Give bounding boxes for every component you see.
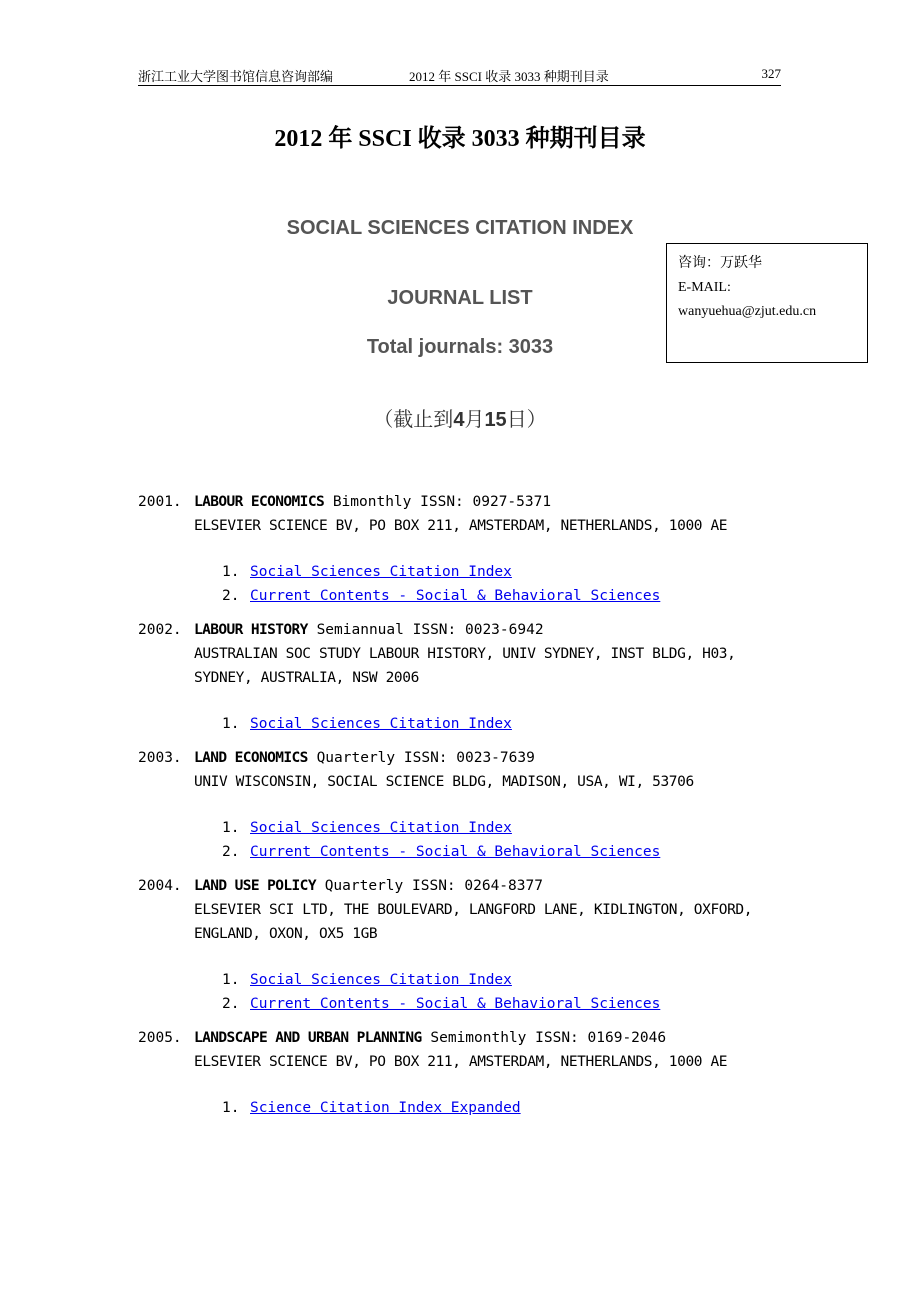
index-list-item	[222, 968, 798, 992]
journal-entry	[138, 1026, 798, 1120]
journal-frequency: Quarterly	[324, 878, 404, 894]
index-link[interactable]: Current Contents - Social & Behavioral Sciences	[250, 588, 661, 604]
index-name: SOCIAL SCIENCES CITATION INDEX	[286, 217, 634, 239]
journal-issn: ISSN: 0264-8377	[412, 878, 543, 894]
journal-frequency: Bimonthly	[332, 494, 412, 510]
entry-number: 2002.	[138, 622, 182, 638]
journal-title: LAND USE POLICY	[194, 878, 316, 894]
index-list-item	[222, 584, 798, 608]
date-month: 4	[453, 409, 465, 431]
journal-heading	[138, 746, 798, 770]
publisher-address: ENGLAND, OXON, OX5 1GB	[194, 926, 378, 942]
index-list-item	[222, 712, 798, 736]
index-list	[138, 816, 798, 864]
index-list-item	[222, 816, 798, 840]
index-link[interactable]: Social Sciences Citation Index	[250, 820, 512, 836]
journal-entry	[138, 490, 798, 608]
index-number: 1.	[222, 1100, 240, 1116]
publisher-address: AUSTRALIAN SOC STUDY LABOUR HISTORY, UNIV SYDNEY, INST BLDG, H03,	[194, 646, 736, 662]
index-list	[138, 968, 798, 1016]
date-prefix: （截止到	[373, 407, 454, 431]
contact-email: wanyuehua@zjut.edu.cn	[678, 304, 817, 319]
journal-title: LANDSCAPE AND URBAN PLANNING	[194, 1030, 422, 1046]
page-number: 327	[761, 66, 781, 81]
page-header	[138, 64, 781, 86]
index-link[interactable]: Current Contents - Social & Behavioral Sciences	[250, 996, 661, 1012]
journal-frequency: Semimonthly	[430, 1030, 527, 1046]
index-list	[138, 712, 798, 736]
journal-frequency: Semiannual	[316, 622, 404, 638]
date-day: 15	[484, 409, 507, 431]
header-publisher: 浙江工业大学图书馆信息咨询部编	[138, 69, 334, 84]
index-link[interactable]: Social Sciences Citation Index	[250, 716, 512, 732]
index-number: 2.	[222, 996, 240, 1012]
header-document-title: 2012 年 SSCI 收录 3033 种期刊目录	[409, 69, 609, 84]
publisher-address: ELSEVIER SCI LTD, THE BOULEVARD, LANGFORD LANE, KIDLINGTON, OXFORD,	[194, 902, 753, 918]
index-list-item	[222, 1096, 798, 1120]
cutoff-date	[0, 403, 920, 432]
entry-number: 2001.	[138, 494, 182, 510]
journal-title: LABOUR HISTORY	[194, 622, 308, 638]
index-number: 2.	[222, 844, 240, 860]
index-list-item	[222, 560, 798, 584]
journal-issn: ISSN: 0169-2046	[535, 1030, 667, 1046]
entry-number: 2004.	[138, 878, 182, 894]
page-title: 2012 年 SSCI 收录 3033 种期刊目录	[274, 126, 646, 152]
publisher-address: UNIV WISCONSIN, SOCIAL SCIENCE BLDG, MADISON, USA, WI, 53706	[194, 774, 694, 790]
contact-email-label: E-MAIL:	[678, 280, 731, 295]
journal-title: LABOUR ECONOMICS	[194, 494, 325, 510]
index-list-item	[222, 992, 798, 1016]
index-number: 1.	[222, 716, 240, 732]
journal-heading	[138, 618, 798, 642]
entry-number: 2003.	[138, 750, 182, 766]
journal-title: LAND ECONOMICS	[194, 750, 308, 766]
index-number: 1.	[222, 564, 240, 580]
journal-heading	[138, 490, 798, 514]
list-heading: JOURNAL LIST	[387, 287, 533, 309]
index-number: 1.	[222, 820, 240, 836]
journal-entry	[138, 874, 798, 1016]
index-link[interactable]: Social Sciences Citation Index	[250, 564, 512, 580]
contact-person: 咨询：万跃华	[678, 256, 762, 271]
publisher-address: ELSEVIER SCIENCE BV, PO BOX 211, AMSTERDAM, NETHERLANDS, 1000 AE	[194, 518, 728, 534]
journal-heading	[138, 1026, 798, 1050]
total-journals: Total journals: 3033	[366, 336, 554, 358]
index-link[interactable]: Current Contents - Social & Behavioral Sciences	[250, 844, 661, 860]
index-list	[138, 1096, 798, 1120]
date-month-unit: 月	[464, 407, 485, 431]
journal-issn: ISSN: 0023-6942	[412, 622, 544, 638]
journal-heading	[138, 874, 798, 898]
journal-entry	[138, 746, 798, 864]
journal-frequency: Quarterly	[316, 750, 396, 766]
journal-issn: ISSN: 0927-5371	[420, 494, 552, 510]
index-list	[138, 560, 798, 608]
index-link[interactable]: Social Sciences Citation Index	[250, 972, 512, 988]
publisher-address: SYDNEY, AUSTRALIA, NSW 2006	[194, 670, 419, 686]
entry-number: 2005.	[138, 1030, 182, 1046]
index-number: 1.	[222, 972, 240, 988]
contact-box	[666, 243, 868, 363]
date-suffix: 日）	[506, 407, 547, 431]
index-link[interactable]: Science Citation Index Expanded	[250, 1100, 521, 1116]
journal-list	[138, 490, 798, 1130]
journal-entry	[138, 618, 798, 736]
index-number: 2.	[222, 588, 240, 604]
journal-issn: ISSN: 0023-7639	[403, 750, 535, 766]
index-list-item	[222, 840, 798, 864]
publisher-address: ELSEVIER SCIENCE BV, PO BOX 211, AMSTERDAM, NETHERLANDS, 1000 AE	[194, 1054, 728, 1070]
